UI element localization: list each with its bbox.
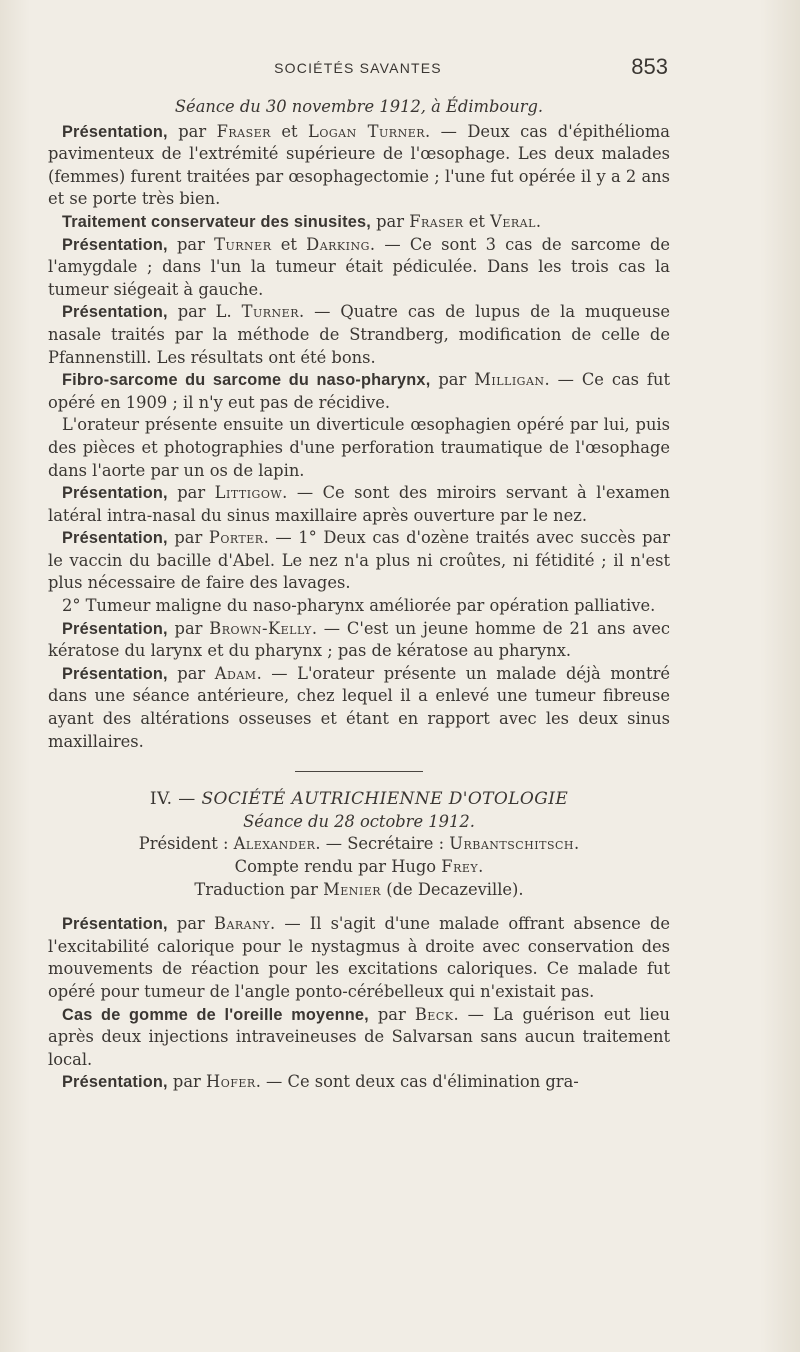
translation-end: (de Decazeville). bbox=[381, 879, 524, 899]
author-name: Barany bbox=[213, 914, 271, 934]
translation-label: Traduction par bbox=[194, 879, 324, 899]
author-name: Hofer bbox=[206, 1072, 256, 1092]
entry-by: par bbox=[370, 211, 410, 231]
author-name: Brown-Kelly bbox=[209, 618, 312, 638]
page-header bbox=[48, 54, 668, 84]
report-label: Compte rendu par Hugo bbox=[234, 857, 442, 876]
session-heading: Séance du 30 novembre 1912, à Édimbourg. bbox=[174, 97, 544, 116]
entry-by: par bbox=[430, 370, 475, 390]
president-label: Président : bbox=[138, 834, 234, 854]
author-name: Adam bbox=[214, 663, 257, 683]
entry-text: . — Quatre cas de lupus de la muqueuse nasale traités par la méthode de Strandberg, modification de celle de Pfannenstill. Les résultats ont été bons. bbox=[48, 302, 670, 367]
entry-by: par bbox=[368, 1004, 415, 1024]
entry-by: par bbox=[167, 1072, 207, 1092]
report-line bbox=[48, 856, 670, 879]
author-name: Darking bbox=[306, 234, 370, 254]
section-divider bbox=[295, 771, 423, 772]
author-name: Fraser bbox=[409, 211, 464, 231]
entry-by: par bbox=[167, 121, 217, 141]
entry-by: par bbox=[167, 234, 215, 254]
entry-keyword: Présentation, bbox=[62, 303, 168, 322]
paragraph bbox=[48, 211, 670, 234]
spacer bbox=[48, 901, 670, 913]
paragraph bbox=[48, 369, 670, 414]
entry-text: . bbox=[535, 211, 542, 231]
entry-by: par bbox=[167, 483, 215, 503]
secretary-label: . — Secrétaire : bbox=[315, 834, 450, 854]
section-name: SOCIÉTÉ AUTRICHIENNE D'OTOLOGIE bbox=[201, 789, 569, 810]
entries-vienna bbox=[48, 913, 670, 1094]
paragraph: L'orateur présente ensuite un diverticule œsophagien opéré par lui, puis des pièces et photographies d'une perforation traumatique de l'œsophage dans l'aorte par un os de lapin. bbox=[48, 415, 670, 480]
entry-text: . — C'est un jeune homme de 21 ans avec kératose du larynx et du pharynx ; pas de kératose au pharynx. bbox=[48, 618, 670, 661]
secretary-end: . bbox=[574, 834, 580, 854]
translator-name: Menier bbox=[323, 879, 382, 899]
entry-keyword: Présentation, bbox=[62, 915, 168, 934]
author-name: Beck bbox=[414, 1004, 454, 1024]
author-name: Porter bbox=[208, 528, 264, 548]
author-name: Turner bbox=[214, 234, 272, 254]
entry-keyword: Cas de gomme de l'oreille moyenne, bbox=[62, 1005, 369, 1024]
entry-text: . — Ce sont deux cas d'élimination gra- bbox=[255, 1072, 579, 1092]
entry-keyword: Présentation, bbox=[62, 122, 168, 141]
author-name: Logan Turner bbox=[308, 121, 426, 141]
entry-text: . — Ce cas fut opéré en 1909 ; il n'y eut pas de récidive. bbox=[48, 370, 670, 412]
entry-keyword: Présentation, bbox=[62, 235, 168, 254]
paragraph bbox=[48, 618, 670, 663]
paragraph bbox=[48, 527, 670, 595]
entry-keyword: Traitement conservateur des sinusites, bbox=[62, 212, 371, 231]
section-number: IV. — bbox=[149, 789, 202, 810]
paragraph bbox=[48, 663, 670, 753]
report-end: . bbox=[478, 857, 484, 876]
entry-by: par bbox=[167, 618, 210, 638]
entry-text: . — Il s'agit d'une malade offrant absence de l'excitabilité calorique pour le nystagmus à droite avec conservation des mouvements de réaction pour les excitations caloriques. Ce malade fut opéré pour tumeur de l'angle ponto-cérébelleux qui n'existait pas. bbox=[48, 914, 670, 1001]
author-separator: et bbox=[270, 121, 309, 141]
paragraph bbox=[48, 1004, 670, 1072]
section-session-date: Séance du 28 octobre 1912. bbox=[243, 811, 475, 831]
author-name: Fraser bbox=[216, 121, 271, 141]
entry-keyword: Présentation, bbox=[62, 1073, 168, 1092]
entry-text: . — Ce sont des miroirs servant à l'examen latéral intra-nasal du sinus maxillaire après ouverture par le nez. bbox=[48, 483, 671, 525]
author-name: Milligan bbox=[474, 370, 545, 390]
entry-keyword: Présentation, bbox=[62, 484, 168, 503]
entry-by: par bbox=[167, 663, 215, 683]
president-name: Alexander bbox=[233, 834, 316, 854]
entry-by: par bbox=[167, 914, 214, 934]
entry-text: . — 1° Deux cas d'ozène traités avec succès par le vaccin du bacille d'Abel. Le nez n'a plus ni croûtes, ni fétidité ; il n'est plus nécessaire de faire des lavages. bbox=[48, 528, 670, 593]
paragraph bbox=[48, 482, 670, 527]
author-separator: et bbox=[271, 234, 307, 254]
entry-keyword: Fibro-sarcome du sarcome du naso-pharynx, bbox=[62, 371, 431, 390]
text-body bbox=[48, 96, 670, 1094]
entry-text: . — Ce sont 3 cas de sarcome de l'amygdale ; dans l'un la tumeur était pédiculée. Dans les trois cas la tumeur siégeait à gauche. bbox=[48, 234, 671, 299]
paragraph bbox=[48, 913, 670, 1003]
paragraph bbox=[48, 1071, 670, 1094]
entry-text: . — L'orateur présente un malade déjà montré dans une séance antérieure, chez lequel il a enlevé une tumeur fibreuse ayant des altérations osseuses et étant en rapport avec les deux sinus maxillaires. bbox=[48, 663, 671, 751]
entry-by: par bbox=[167, 528, 209, 548]
section-title bbox=[48, 788, 670, 811]
page-number: 853 bbox=[631, 54, 668, 79]
entry-keyword: Présentation, bbox=[62, 664, 168, 683]
report-author: Frey bbox=[441, 857, 479, 876]
running-title: SOCIÉTÉS SAVANTES bbox=[274, 60, 442, 76]
author-name: Turner bbox=[241, 302, 299, 322]
entry-by: par L. bbox=[167, 302, 242, 322]
translation-line bbox=[48, 879, 670, 902]
paragraph: 2° Tumeur maligne du naso-pharynx améliorée par opération palliative. bbox=[62, 596, 656, 616]
section-officers bbox=[48, 833, 670, 856]
paragraph bbox=[48, 301, 670, 369]
author-separator: et bbox=[463, 211, 491, 231]
author-name: Littigow bbox=[214, 483, 283, 503]
entry-keyword: Présentation, bbox=[62, 529, 168, 548]
author-name: Veral bbox=[490, 211, 536, 231]
paragraph bbox=[48, 121, 670, 211]
paragraph bbox=[48, 234, 670, 302]
entry-text: . — La guérison eut lieu après deux injections intraveineuses de Salvarsan sans aucun traitement local. bbox=[48, 1004, 670, 1069]
entry-keyword: Présentation, bbox=[62, 619, 168, 638]
entries-edinburgh bbox=[48, 121, 670, 754]
secretary-name: Urbantschitsch bbox=[449, 834, 574, 854]
entry-text: . — Deux cas d'épithélioma pavimenteux de l'extrémité supérieure de l'œsophage. Les deux malades (femmes) furent traitées par œsophagectomie ; l'une fut opérée il y a 2 ans et se porte très bien. bbox=[48, 121, 670, 209]
